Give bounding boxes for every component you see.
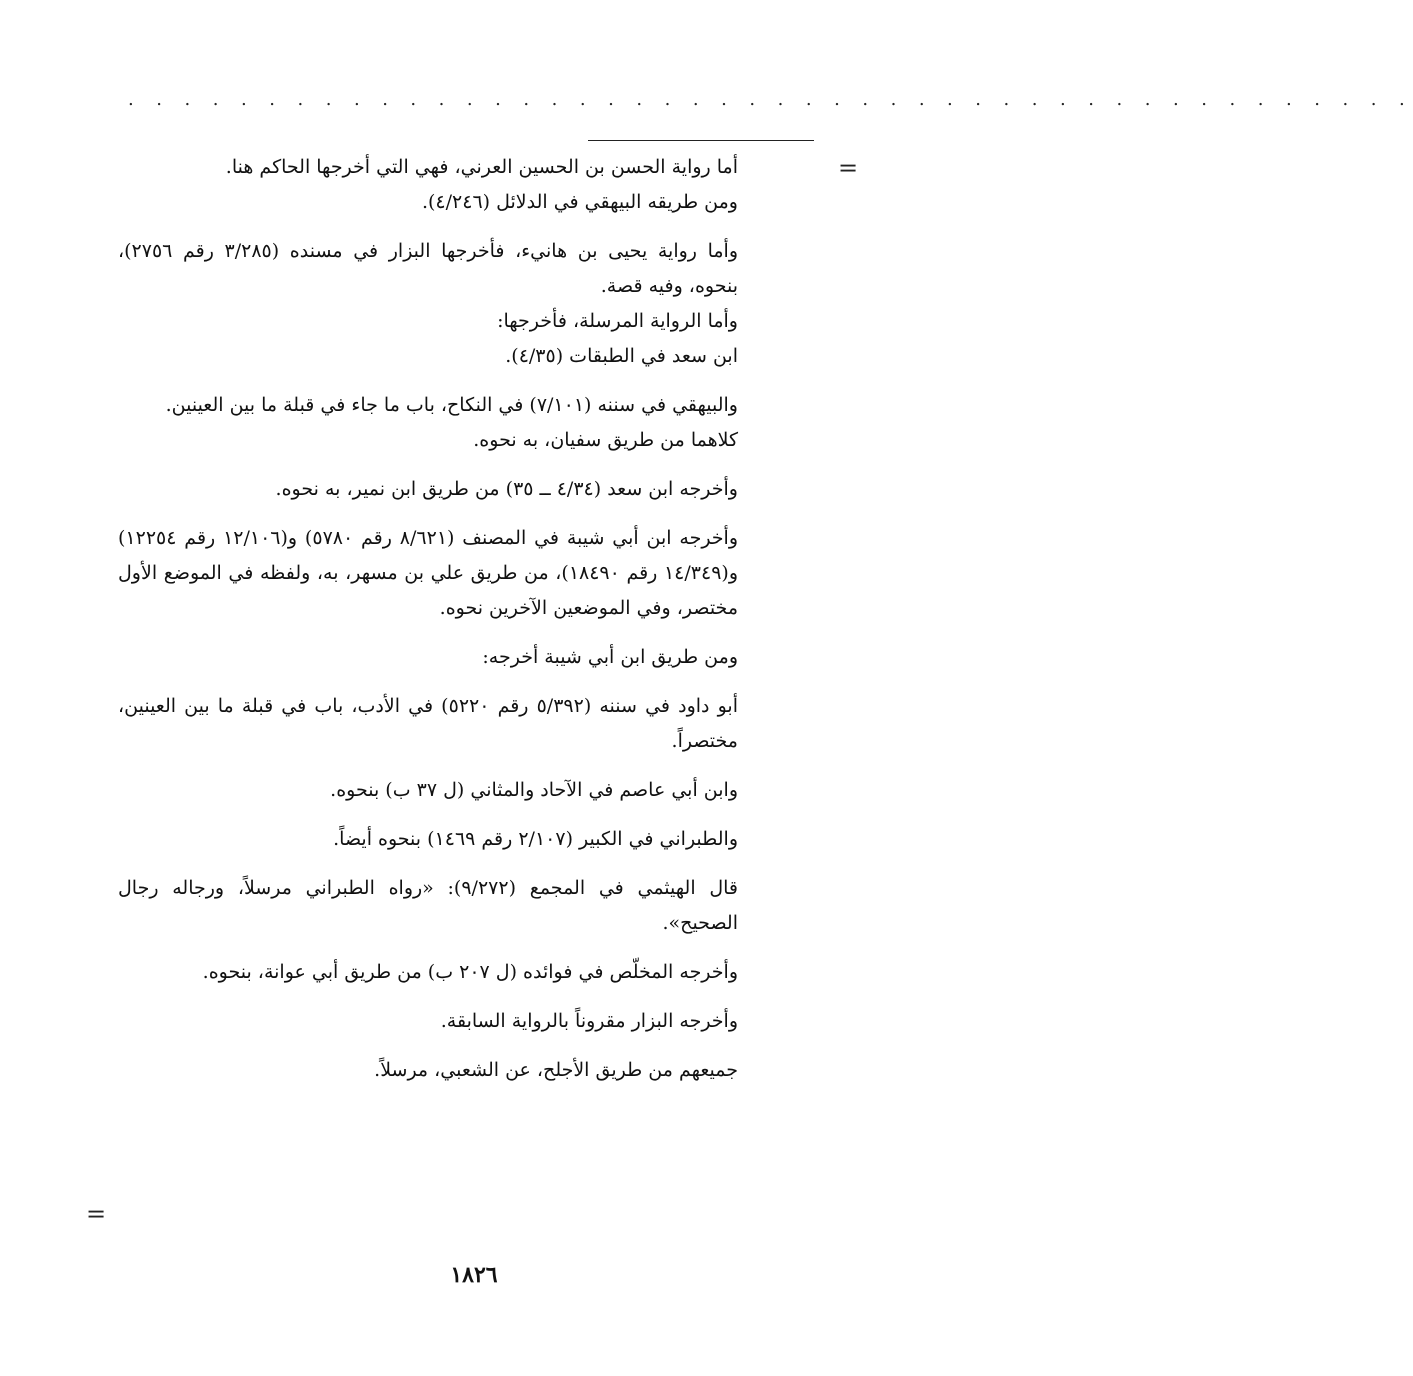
continuation-mark-top: = [838, 154, 859, 182]
paragraph: وأما رواية يحيى بن هانيء، فأخرجها البزار في مسنده (٣/٢٨٥ رقم ٢٧٥٦)، بنحوه، وفيه قصة. [118, 240, 738, 297]
paragraph: ومن طريق ابن أبي شيبة أخرجه: [482, 646, 738, 668]
page-number: ١٨٢٦ [450, 1262, 498, 1288]
paragraph: والبيهقي في سننه (٧/١٠١) في النكاح، باب ما جاء في قبلة ما بين العينين. [165, 394, 738, 416]
paragraph: وأخرجه المخلّص في فوائده (ل ٢٠٧ ب) من طريق أبي عوانة، بنحوه. [202, 961, 738, 983]
paragraph: وأما الرواية المرسلة، فأخرجها: [497, 310, 738, 332]
paragraph: وأخرجه البزار مقروناً بالرواية السابقة. [440, 1010, 738, 1032]
footnote-text [118, 150, 738, 1102]
paragraph: جميعهم من طريق الأجلح، عن الشعبي، مرسلاً. [374, 1059, 738, 1081]
footnote-rule [588, 140, 814, 141]
paragraph: أما رواية الحسن بن الحسين العرني، فهي التي أخرجها الحاكم هنا. [225, 156, 738, 178]
paragraph: أبو داود في سننه (٥/٣٩٢ رقم ٥٢٢٠) في الأدب، باب في قبلة ما بين العينين، مختصراً. [118, 695, 738, 752]
paragraph: والطبراني في الكبير (٢/١٠٧ رقم ١٤٦٩) بنحوه أيضاً. [333, 828, 738, 850]
paragraph: قال الهيثمي في المجمع (٩/٢٧٢): «رواه الطبراني مرسلاً، ورجاله رجال الصحيح». [118, 877, 739, 934]
continuation-mark-bottom: = [86, 1200, 107, 1228]
paragraph: ابن سعد في الطبقات (٤/٣٥). [505, 345, 738, 367]
paragraph: وابن أبي عاصم في الآحاد والمثاني (ل ٣٧ ب) بنحوه. [330, 779, 738, 801]
paragraph: كلاهما من طريق سفيان، به نحوه. [473, 429, 738, 451]
paragraph: وأخرجه ابن سعد (٤/٣٤ ــ ٣٥) من طريق ابن نمير، به نحوه. [275, 478, 738, 500]
separator-dots: . . . . . . . . . . . . . . . . . . . . . . . . . . . . . . . . . . . . . . . . . . . . . . [128, 89, 1413, 110]
paragraph: ومن طريقه البيهقي في الدلائل (٤/٢٤٦). [421, 191, 738, 213]
paragraph: وأخرجه ابن أبي شيبة في المصنف (٨/٦٢١ رقم ٥٧٨٠) و(١٢/١٠٦ رقم ١٢٢٥٤) و(١٤/٣٤٩ رقم ١٨٤٩٠)، من طريق علي بن مسهر، به، ولفظه في الموضع الأول مختصر، وفي الموضعين الآخرين نحوه. [118, 527, 739, 619]
